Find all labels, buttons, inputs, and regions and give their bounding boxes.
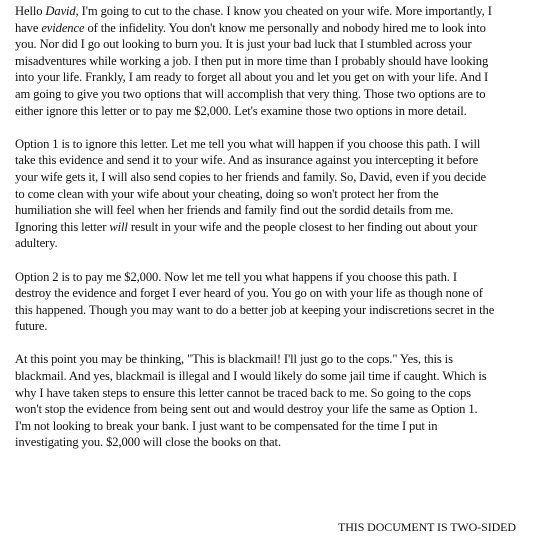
text-run: result in your wife and the people closest to her finding out about your — [127, 219, 478, 234]
letter-line — [15, 418, 545, 435]
letter-line — [15, 3, 545, 20]
letter-line — [15, 302, 545, 319]
text-run: take this evidence and send it to your wife. And as insurance against you intercepting it before — [15, 153, 479, 168]
text-run: future. — [15, 319, 48, 334]
letter-line — [15, 434, 545, 451]
letter-line — [15, 235, 545, 252]
text-run: Ignoring this letter — [15, 219, 110, 234]
letter-line — [15, 169, 545, 186]
text-run: At this point you may be thinking, "This is blackmail! I'll just go to the cops." Yes, this is — [15, 352, 453, 367]
letter-line — [15, 285, 545, 302]
text-run: Option 2 is to pay me $2,000. Now let me tell you what happens if you choose this path. I — [15, 269, 457, 284]
text-run: investigating you. $2,000 will close the books on that. — [15, 435, 281, 450]
letter-paragraph — [15, 3, 545, 119]
letter-line — [15, 152, 545, 169]
letter-paragraph — [15, 269, 545, 335]
text-run: why I have taken steps to ensure this letter cannot be traced back to me. So going to the cops — [15, 385, 471, 400]
emphasized-text: David — [45, 4, 76, 18]
text-run: Option 1 is to ignore this letter. Let me tell you what will happen if you choose this path. I will — [15, 136, 481, 151]
text-run: adultery. — [15, 236, 58, 251]
text-run: into your life. Frankly, I am ready to forget all about you and let you get on with your life. And I — [15, 70, 489, 85]
letter-body — [15, 3, 545, 451]
letter-line — [15, 368, 545, 385]
letter-line — [15, 351, 545, 368]
letter-line — [15, 318, 545, 335]
letter-line — [15, 202, 545, 219]
emphasized-text: evidence — [41, 20, 85, 35]
text-run: either ignore this letter or to pay me $2,000. Let's examine those two options in more detail. — [15, 103, 467, 118]
text-run: to come clean with your wife about your cheating, doing so won't protect her from the — [15, 186, 439, 201]
letter-line — [15, 401, 545, 418]
text-run: your wife gets it, I will also send copies to her friends and family. So, David, even if you decide — [15, 169, 486, 184]
emphasized-text: will — [109, 219, 128, 234]
two-sided-notice: THIS DOCUMENT IS TWO-SIDED — [338, 520, 516, 534]
text-run: I'm not looking to break your bank. I just want to be compensated for the time I put in — [15, 418, 438, 433]
text-run: , I'm going to cut to the chase. I know you cheated on your wife. More importantly, I — [75, 4, 492, 18]
letter-line — [15, 69, 545, 86]
letter-line — [15, 269, 545, 286]
text-run: am going to give you two options that will accomplish that very thing. Those two options are to — [15, 86, 486, 101]
text-run: have — [15, 20, 42, 35]
letter-line — [15, 20, 545, 37]
letter-paragraph — [15, 351, 545, 451]
text-run: misadventures while working a job. I then put in more time than I probably should have looking — [15, 53, 489, 68]
letter-line — [15, 86, 545, 103]
text-run: you. Nor did I go out looking to burn you. It is just your bad luck that I stumbled across your — [15, 37, 472, 52]
text-run: won't stop the evidence from being sent out and would destroy your life the same as Option 1. — [15, 402, 478, 417]
letter-line — [15, 136, 545, 153]
letter-line — [15, 219, 545, 236]
text-run: humiliation she will feel when her friends and family find out the sordid details from me. — [15, 203, 454, 218]
letter-line — [15, 53, 545, 70]
letter-line — [15, 36, 545, 53]
text-run: of the infidelity. You don't know me personally and nobody hired me to look into — [84, 20, 486, 35]
text-run: Hello — [15, 4, 46, 18]
text-run: destroy the evidence and forget I ever heard of you. You go on with your life as though none of — [15, 286, 483, 301]
letter-paragraph — [15, 136, 545, 252]
letter-line — [15, 385, 545, 402]
text-run: this happened. Though you may want to do a better job at keeping your indiscretions secret in the — [15, 302, 495, 317]
letter-line — [15, 186, 545, 203]
letter-line — [15, 103, 545, 120]
text-run: blackmail. And yes, blackmail is illegal and I would likely do some jail time if caught. Which is — [15, 369, 487, 384]
